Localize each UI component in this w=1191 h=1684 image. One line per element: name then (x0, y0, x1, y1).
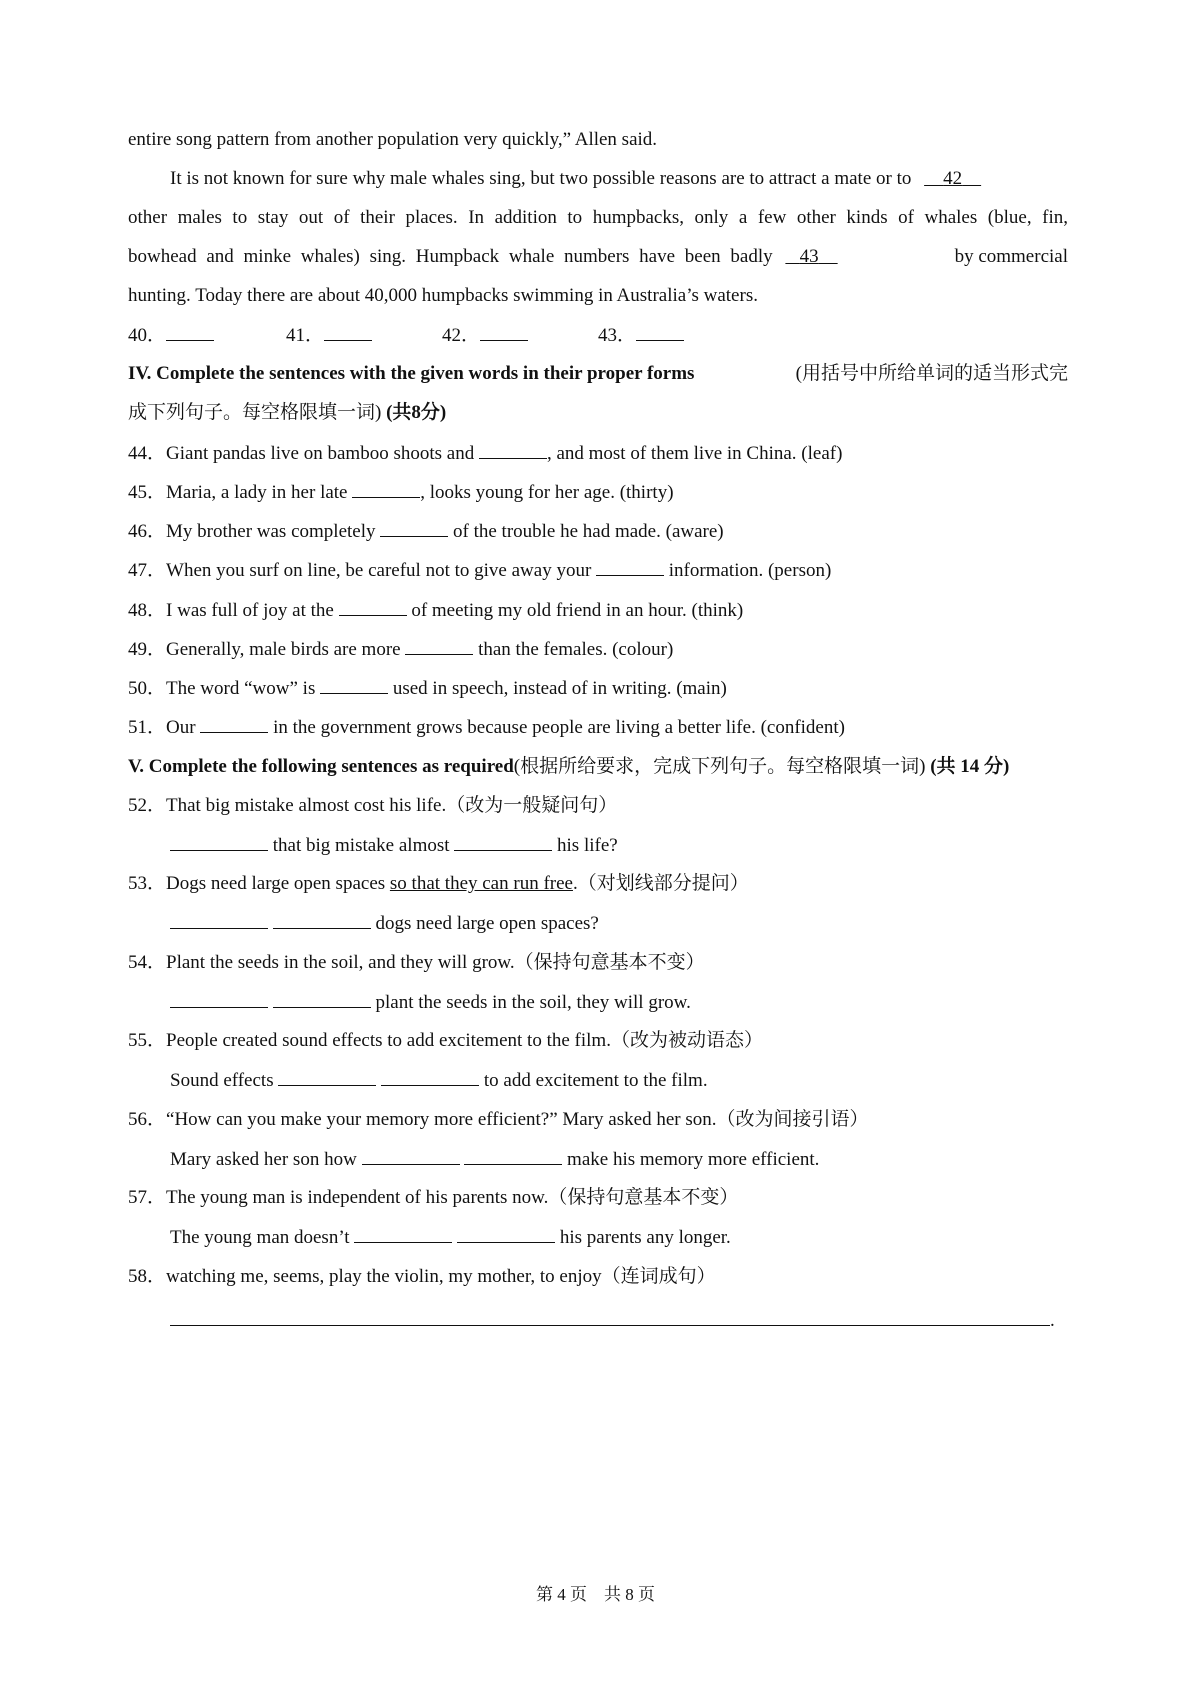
fill-blank[interactable] (354, 1225, 452, 1243)
fill-blank[interactable] (464, 1147, 562, 1165)
question-text: When you surf on line, be careful not to give away your (166, 560, 592, 581)
question-text: My brother was completely (166, 521, 376, 542)
question-text: watching me, seems, play the violin, my mother, to enjoy (166, 1266, 602, 1287)
question-number: 50． (128, 678, 167, 699)
fill-blank[interactable] (320, 676, 388, 694)
question-note: （连词成句） (601, 1266, 716, 1287)
answer-text: dogs need large open spaces? (375, 913, 599, 934)
passage-text: bowhead and minke whales) sing. Humpback whale numbers have been badly (128, 246, 773, 267)
answer-blank[interactable] (636, 323, 684, 341)
section-5-heading-cn: (根据所给要求，完成下列句子。每空格限填一词) (513, 756, 926, 777)
answer-40 (128, 323, 214, 348)
fill-blank[interactable] (170, 911, 268, 929)
fill-blank[interactable] (273, 990, 371, 1008)
question-48 (128, 598, 1068, 623)
question-50 (128, 676, 1068, 701)
answer-text: to add excitement to the film. (483, 1070, 708, 1091)
section-4-heading-en: IV. Complete the sentences with the given words in their proper forms (128, 363, 695, 384)
answer-41 (286, 323, 372, 348)
points-pre: (共 (386, 402, 412, 423)
question-number: 53． (128, 873, 167, 894)
fill-blank[interactable] (479, 441, 547, 459)
fill-blank[interactable] (170, 833, 268, 851)
question-number: 52． (128, 795, 167, 816)
answer-text: plant the seeds in the soil, they will grow. (375, 992, 691, 1013)
question-text: in the government grows because people are living a better life. (confident) (273, 717, 845, 738)
answer-text: Mary asked her son how (170, 1149, 357, 1170)
question-number: 55． (128, 1030, 167, 1051)
points-post: 分) (984, 756, 1010, 777)
question-text: . (572, 873, 578, 894)
fill-blank[interactable] (170, 990, 268, 1008)
question-note: （保持句意基本不变） (514, 952, 705, 973)
answer-label: 42． (442, 325, 481, 346)
question-text: Plant the seeds in the soil, and they will grow. (166, 952, 515, 973)
question-text: , looks young for her age. (thirty) (420, 482, 674, 503)
answer-blank[interactable] (166, 323, 214, 341)
fill-blank[interactable] (381, 1068, 479, 1086)
question-56 (128, 1108, 1068, 1132)
fill-blank[interactable] (405, 637, 473, 655)
answer-text: that big mistake almost (272, 835, 450, 856)
answer-text: . (1050, 1310, 1055, 1331)
question-text: Generally, male birds are more (166, 639, 401, 660)
fill-blank[interactable] (380, 519, 448, 537)
question-58 (128, 1265, 1068, 1289)
question-55 (128, 1029, 1068, 1053)
section-4-heading-cn: (用括号中所给单词的适当形式完 (795, 363, 1068, 384)
answer-text: Sound effects (170, 1070, 274, 1091)
passage-line-1: entire song pattern from another population very quickly,” Allen said. (128, 129, 658, 150)
answer-label: 41． (286, 325, 325, 346)
question-number: 48． (128, 600, 167, 621)
question-text: than the females. (colour) (478, 639, 674, 660)
passage-line-4 (128, 245, 1068, 269)
answer-text: make his memory more efficient. (567, 1149, 820, 1170)
question-44 (128, 441, 1068, 466)
question-text: Dogs need large open spaces (166, 873, 386, 894)
question-text: of the trouble he had made. (aware) (453, 521, 724, 542)
answer-53 (170, 911, 1068, 936)
answer-blank[interactable] (324, 323, 372, 341)
section-5-heading-en: V. Complete the following sentences as required (128, 756, 514, 777)
question-text: The young man is independent of his parents now. (166, 1187, 549, 1208)
question-49 (128, 637, 1068, 662)
passage-line-3: other males to stay out of their places. In addition to humpbacks, only a few other kinds of whales (blue, fin, (128, 207, 1068, 228)
passage-text: by commercial (954, 246, 1068, 267)
answer-57 (170, 1225, 1068, 1250)
question-number: 47． (128, 560, 167, 581)
question-note: （改为一般疑问句） (446, 795, 618, 816)
blank-43 (785, 246, 837, 267)
question-text: information. (person) (668, 560, 832, 581)
answer-blank[interactable] (480, 323, 528, 341)
question-number: 54． (128, 952, 167, 973)
section-4-heading-cn-2: 成下列句子。每空格限填一词) (128, 402, 382, 423)
points-pre: (共 (930, 756, 956, 777)
question-47 (128, 558, 1068, 583)
points-num: 14 (960, 756, 980, 777)
underlined-phrase: so that they can run free (389, 873, 573, 894)
fill-blank[interactable] (457, 1225, 555, 1243)
fill-blank[interactable] (454, 833, 552, 851)
blank-42 (924, 168, 981, 189)
blank-42-label: 42 (943, 168, 963, 189)
answer-text: The young man doesn’t (170, 1227, 350, 1248)
question-45 (128, 480, 1068, 505)
fill-blank[interactable] (339, 598, 407, 616)
fill-blank[interactable] (352, 480, 420, 498)
section-5-heading (128, 755, 1068, 779)
question-54 (128, 951, 1068, 975)
answer-58 (170, 1308, 1068, 1333)
question-text: The word “wow” is (166, 678, 316, 699)
fill-blank[interactable] (278, 1068, 376, 1086)
question-number: 51． (128, 717, 167, 738)
fill-blank[interactable] (362, 1147, 460, 1165)
answer-label: 40． (128, 325, 167, 346)
answer-56 (170, 1147, 1068, 1172)
fill-blank[interactable] (596, 558, 664, 576)
question-52 (128, 794, 1068, 818)
answer-54 (170, 990, 1068, 1015)
question-text: That big mistake almost cost his life. (166, 795, 447, 816)
question-text: Maria, a lady in her late (166, 482, 348, 503)
question-number: 57． (128, 1187, 167, 1208)
question-number: 46． (128, 521, 167, 542)
section-4-heading (128, 362, 1068, 386)
points-post: 分) (420, 402, 447, 423)
question-text: “How can you make your memory more efficient?” Mary asked her son. (166, 1109, 717, 1130)
fill-blank[interactable] (200, 715, 268, 733)
fill-blank[interactable] (273, 911, 371, 929)
answer-text: his life? (557, 835, 618, 856)
question-note: （改为间接引语） (716, 1109, 869, 1130)
section-4-heading-cont (128, 401, 1068, 425)
question-number: 44． (128, 443, 167, 464)
passage-line-5: hunting. Today there are about 40,000 humpbacks swimming in Australia’s waters. (128, 285, 758, 306)
question-note: （保持句意基本不变） (548, 1187, 739, 1208)
passage-text: It is not known for sure why male whales sing, but two possible reasons are to attract a mate or to (170, 168, 912, 189)
fill-blank-long[interactable] (170, 1308, 1050, 1326)
question-text: of meeting my old friend in an hour. (think) (411, 600, 744, 621)
blank-43-label: 43 (799, 246, 819, 267)
question-note: （改为被动语态） (610, 1030, 763, 1051)
question-text: Our (166, 717, 196, 738)
question-51 (128, 715, 1068, 740)
question-note: （对划线部分提问） (577, 873, 749, 894)
question-text: used in speech, instead of in writing. (main) (392, 678, 727, 699)
question-text: Giant pandas live on bamboo shoots and (166, 443, 475, 464)
answer-42 (442, 323, 528, 348)
answer-43 (598, 323, 684, 348)
points-num: 8 (411, 402, 421, 423)
question-number: 49． (128, 639, 167, 660)
answer-52 (170, 833, 1068, 858)
answer-55 (170, 1068, 1068, 1093)
question-text: I was full of joy at the (166, 600, 334, 621)
question-number: 58． (128, 1266, 167, 1287)
question-text: People created sound effects to add excitement to the film. (166, 1030, 611, 1051)
question-46 (128, 519, 1068, 544)
question-number: 45． (128, 482, 167, 503)
question-number: 56． (128, 1109, 167, 1130)
answer-text: his parents any longer. (559, 1227, 731, 1248)
question-text: , and most of them live in China. (leaf) (546, 443, 843, 464)
page-footer: 第 4 页 共 8 页 (536, 1585, 655, 1604)
question-53 (128, 872, 1068, 896)
answer-label: 43． (598, 325, 637, 346)
passage-line-2 (170, 167, 1068, 191)
question-57 (128, 1186, 1068, 1210)
